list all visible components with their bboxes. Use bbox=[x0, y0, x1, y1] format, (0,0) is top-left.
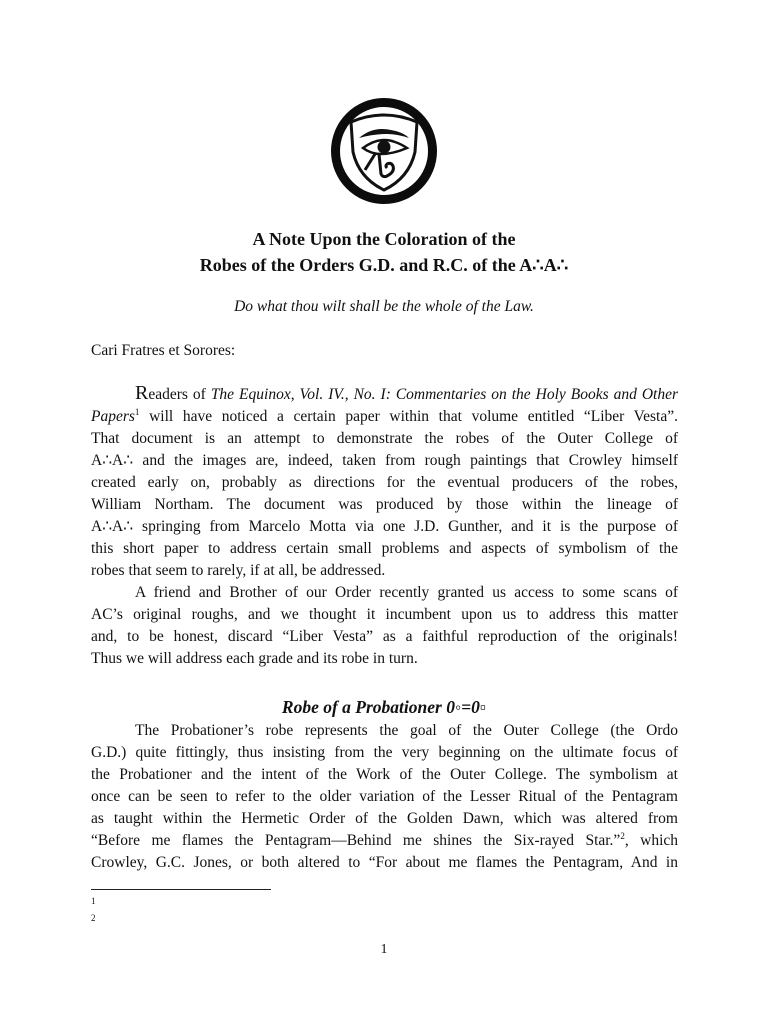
intro-line: William Northam. The document was produced by those within the lineage of bbox=[91, 496, 678, 513]
footnote-ref-2[interactable]: 2 bbox=[620, 830, 625, 841]
drop-cap: R bbox=[135, 382, 149, 404]
intro-line-2: Papers$^1$ will have noticed a certain paper within that volume entitled “Liber Vesta”. bbox=[91, 406, 678, 425]
probationer-line: The Probationer’s robe represents the goal of the Outer College (the Ordo bbox=[135, 722, 678, 739]
para2-line: A friend and Brother of our Order recently granted us access to some scans of bbox=[135, 584, 678, 601]
eye-of-horus-shield-icon bbox=[329, 96, 439, 206]
probationer-paragraph bbox=[91, 720, 678, 874]
probationer-line: once can be seen to refer to the older variation of the Lesser Ritual of the Pentagram bbox=[91, 788, 678, 805]
probationer-line-6: “Before me flames the Pentagram—Behind me shines the Six-rayed Star.”$^2$, which bbox=[91, 830, 679, 849]
para2-line: Thus we will address each grade and its robe in turn. bbox=[91, 650, 418, 667]
probationer-line: the Probationer and the intent of the Work of the Outer College. The symbolism at bbox=[91, 766, 678, 783]
title-line-2: Robes of the Orders G.D. and R.C. of the A∴A∴ bbox=[199, 255, 569, 275]
footnote-divider bbox=[91, 889, 271, 890]
para2-line: and, to be honest, discard “Liber Vesta” as a faithful reproduction of the originals! bbox=[91, 628, 678, 645]
footnote-1: 1 bbox=[91, 896, 96, 906]
section-heading: Robe of a Probationer 0◦=0▫ bbox=[281, 697, 487, 717]
law-line: Do what thou wilt shall be the whole of the Law. bbox=[234, 298, 534, 315]
salutation: Cari Fratres et Sorores: bbox=[91, 342, 236, 359]
probationer-line: Crowley, G.C. Jones, or both altered to “For about me flames the Pentagram, And in bbox=[91, 854, 678, 871]
intro-paragraphs bbox=[91, 382, 678, 670]
probationer-line: as taught within the Hermetic Order of the Golden Dawn, which was altered from bbox=[91, 810, 678, 827]
intro-line: A∴A∴ and the images are, indeed, taken from rough paintings that Crowley himself bbox=[91, 452, 678, 469]
book-title: The Equinox, Vol. IV., No. I: Commentaries on the Holy Books and Other bbox=[210, 386, 678, 403]
intro-line: this short paper to address certain small problems and aspects of symbolism of the bbox=[91, 540, 678, 557]
intro-line: created early on, probably as directions for the eventual producers of the robes, bbox=[91, 474, 678, 491]
footnote-2: 2 bbox=[91, 913, 96, 923]
intro-line: robes that seem to rarely, if at all, be addressed. bbox=[91, 562, 386, 579]
page-number: 1 bbox=[380, 942, 388, 957]
para2-line: AC’s original roughs, and we thought it incumbent upon us to address this matter bbox=[91, 606, 678, 623]
probationer-line: G.D.) quite fittingly, thus insisting from the very beginning on the ultimate focus of bbox=[91, 744, 678, 761]
intro-line: That document is an attempt to demonstrate the robes of the Outer College of bbox=[91, 430, 678, 447]
intro-line: A∴A∴ springing from Marcelo Motta via one J.D. Gunther, and it is the purpose of bbox=[91, 518, 678, 535]
intro-line-1: Readers of The Equinox, Vol. IV., No. I: Commentaries on the Holy Books and Other bbox=[135, 382, 678, 404]
footnote-ref-1[interactable]: 1 bbox=[134, 406, 140, 417]
title-line-1: A Note Upon the Coloration of the bbox=[252, 229, 516, 249]
